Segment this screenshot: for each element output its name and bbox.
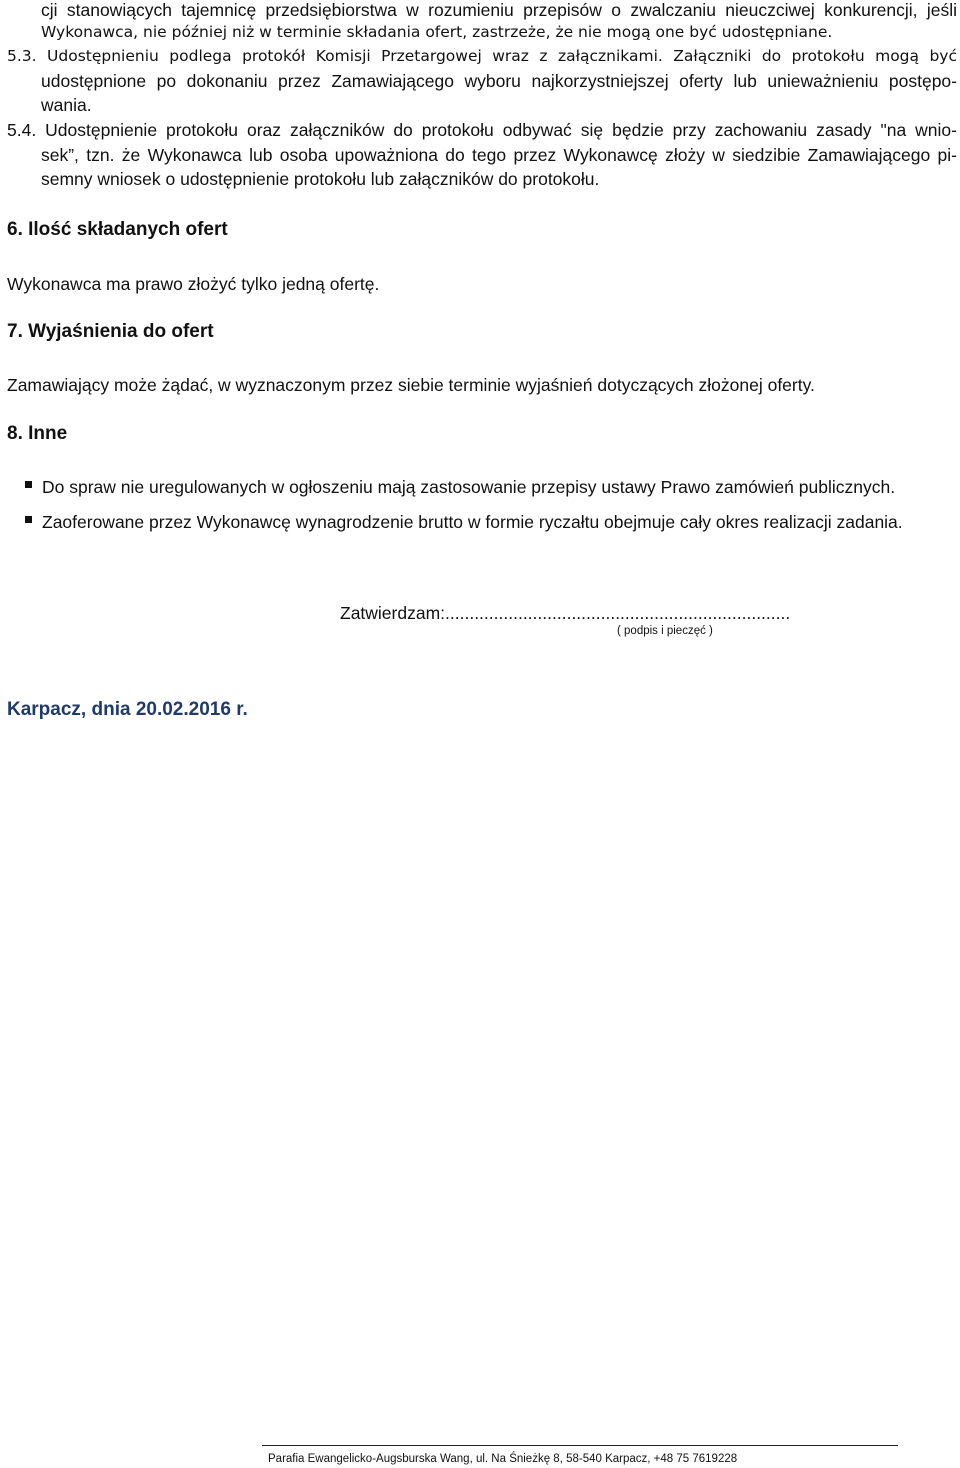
square-bullet-icon <box>25 481 32 488</box>
section5-continuation-line-2: Wykonawca, nie później niż w terminie składania ofert, zastrzeże, że nie mogą one być udostępniane. <box>41 23 833 41</box>
bullet-text: Zaoferowane przez Wykonawcę wynagrodzenie brutto w formie ryczałtu obejmuje cały okres realizacji zadania. <box>42 512 903 532</box>
paragraph-5-4-line-2: sek”, tzn. że Wykonawca lub osoba upoważniona do tego przez Wykonawcę złoży w siedzibie Zamawiającego pi- <box>41 145 957 165</box>
section-8-heading: 8. Inne <box>7 423 68 444</box>
list-item <box>25 475 895 499</box>
square-bullet-icon <box>25 516 32 523</box>
paragraph-5-3-line-3: wania. <box>41 95 92 115</box>
section-6-heading: 6. Ilość składanych ofert <box>7 219 228 240</box>
paragraph-5-4-line-3: semny wniosek o udostępnienie protokołu lub załączników do protokołu. <box>41 169 600 189</box>
place-and-date: Karpacz, dnia 20.02.2016 r. <box>7 699 248 720</box>
section5-continuation-line-1: cji stanowiących tajemnicę przedsiębiorstwa w rozumieniu przepisów o zwalczaniu nieuczciwej konkurencji, jeśli <box>41 0 957 20</box>
approval-signature-line: Zatwierdzam:....................................................................... <box>340 603 791 623</box>
paragraph-5-4-line-1: 5.4. Udostępnienie protokołu oraz załączników do protokołu odbywać się będzie przy zachowaniu zasady "na wnio- <box>7 120 957 140</box>
section-7-text: Zamawiający może żądać, w wyznaczonym przez siebie terminie wyjaśnień dotyczących złożonej oferty. <box>7 375 815 395</box>
list-item <box>25 510 903 534</box>
footer-address: Parafia Ewangelicko-Augsburska Wang, ul. Na Śnieżkę 8, 58-540 Karpacz, +48 75 7619228 <box>268 1453 738 1465</box>
signature-caption: ( podpis i pieczęć ) <box>617 625 713 637</box>
bullet-text: Do spraw nie uregulowanych w ogłoszeniu mają zastosowanie przepisy ustawy Prawo zamówień publicznych. <box>42 477 896 497</box>
footer-divider <box>262 1445 898 1446</box>
section-6-text: Wykonawca ma prawo złożyć tylko jedną ofertę. <box>7 274 380 294</box>
paragraph-5-3-line-2: udostępnione po dokonaniu przez Zamawiającego wyboru najkorzystniejszej oferty lub unieważnieniu postępo- <box>41 71 957 91</box>
paragraph-5-3-line-1: 5.3. Udostępnieniu podlega protokół Komisji Przetargowej wraz z załącznikami. Załączniki do protokołu mogą być <box>7 47 957 65</box>
section-7-heading: 7. Wyjaśnienia do ofert <box>7 321 214 342</box>
